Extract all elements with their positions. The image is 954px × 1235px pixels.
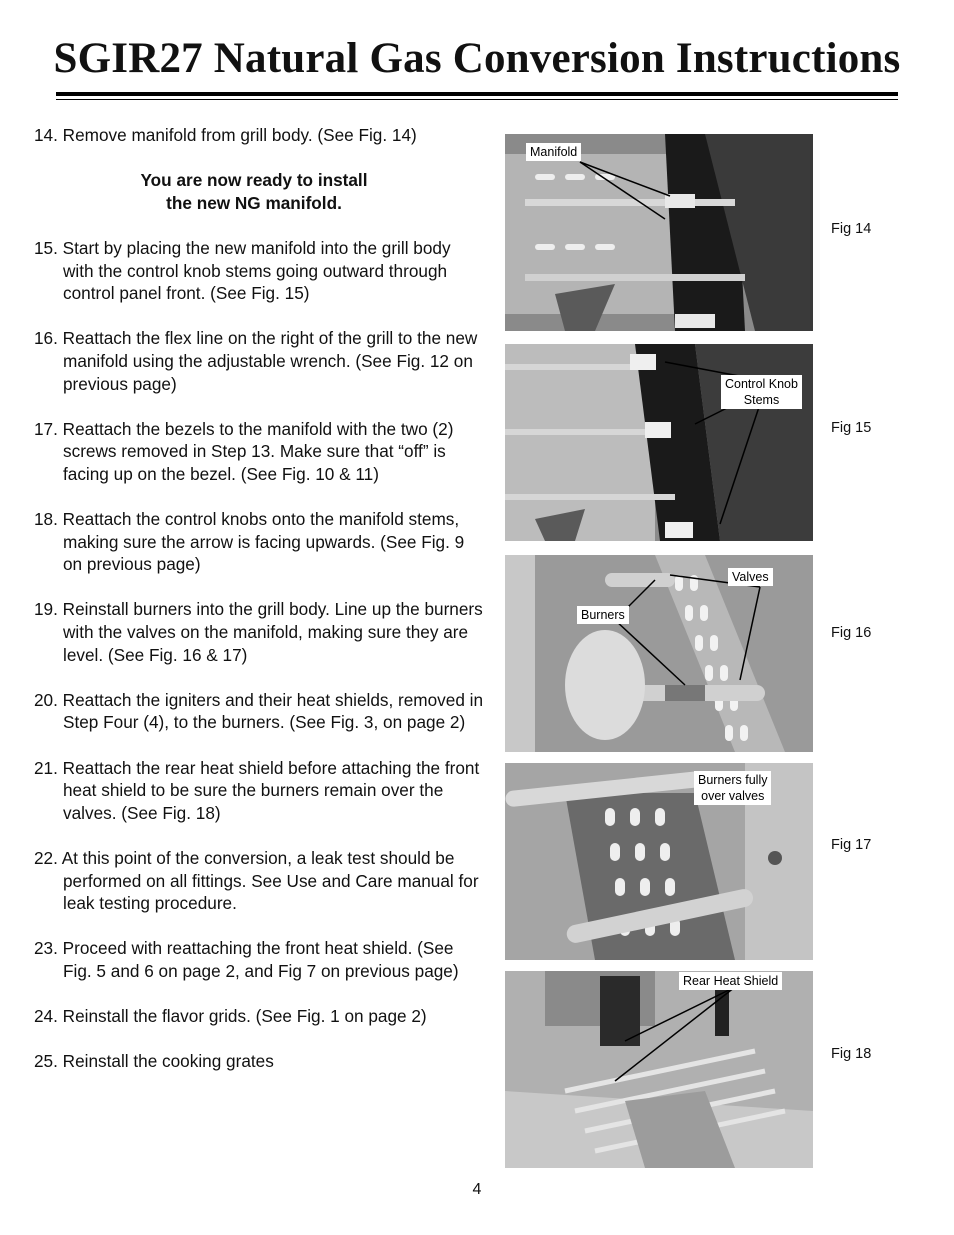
fig-15-photo (505, 344, 813, 541)
step-24: 24. Reinstall the flavor grids. (See Fig. 1 on page 2) (34, 1006, 427, 1027)
fig-15-label: Fig 15 (831, 420, 872, 436)
ready-note (34, 169, 474, 214)
step-20: 20. Reattach the igniters and their heat shields, removed in Step Four (4), to the burners. (See Fig. 3, on page 2) (34, 689, 484, 733)
title-rule-thick (56, 92, 898, 96)
callout-burners: Burners (577, 606, 629, 624)
step-15: 15. Start by placing the new manifold into the grill body with the control knob stems going outward through control panel front. (See Fig. 15) (34, 237, 451, 304)
callout-valves: Valves (728, 568, 773, 586)
fig-17-photo (505, 763, 813, 960)
control-knob-stems-illustration (505, 344, 813, 541)
callout-control-knob-stems: Control Knob Stems (721, 375, 802, 409)
fig-18-photo (505, 971, 813, 1168)
step-17: 17. Reattach the bezels to the manifold with the two (2) screws removed in Step 13. Make sure that “off” is facing up on the bezel. (See Fig. 10 & 11) (34, 418, 454, 484)
step-18: 18. Reattach the control knobs onto the manifold stems, making sure the arrow is facing upwards. (See Fig. 9 on previous page) (34, 509, 465, 575)
title-rule-thin (56, 99, 898, 100)
fig-17-label: Fig 17 (831, 837, 872, 853)
step-19: 19. Reinstall burners into the grill body. Line up the burners with the valves on the manifold, making sure they are level. (See Fig. 16 & 17) (34, 599, 483, 665)
callout-manifold: Manifold (526, 143, 581, 161)
callout-burners-fully-over-valves: Burners fully over valves (694, 771, 771, 805)
fig-16-photo (505, 555, 813, 752)
fig-16-label: Fig 16 (831, 625, 872, 641)
fig-14-photo (505, 134, 813, 331)
ready-note-line-2: the new NG manifold. (166, 192, 342, 213)
instruction-steps (34, 124, 484, 1096)
rear-heat-shield-illustration (505, 971, 813, 1168)
fig-18-label: Fig 18 (831, 1046, 872, 1062)
step-22: 22. At this point of the conversion, a leak test should be performed on all fittings. See Use and Care manual for leak testing procedure. (34, 848, 479, 914)
step-16: 16. Reattach the flex line on the right of the grill to the new manifold using the adjustable wrench. (See Fig. 12 on previous page) (34, 328, 478, 394)
step-14: 14. Remove manifold from grill body. (See Fig. 14) (34, 125, 417, 145)
fig-14-label: Fig 14 (831, 221, 872, 237)
step-21: 21. Reattach the rear heat shield before attaching the front heat shield to be sure the burners remain over the valves. (See Fig. 18) (34, 757, 480, 823)
page-title: SGIR27 Natural Gas Conversion Instructions (53, 35, 901, 82)
step-23: 23. Proceed with reattaching the front heat shield. (See Fig. 5 and 6 on page 2, and Fig 7 on previous page) (34, 938, 459, 981)
ready-note-line-1: You are now ready to install (140, 170, 368, 191)
manifold-photo-illustration (505, 134, 813, 331)
page-number: 4 (472, 1181, 482, 1198)
step-25: 25. Reinstall the cooking grates (34, 1051, 274, 1072)
callout-rear-heat-shield: Rear Heat Shield (679, 972, 782, 990)
